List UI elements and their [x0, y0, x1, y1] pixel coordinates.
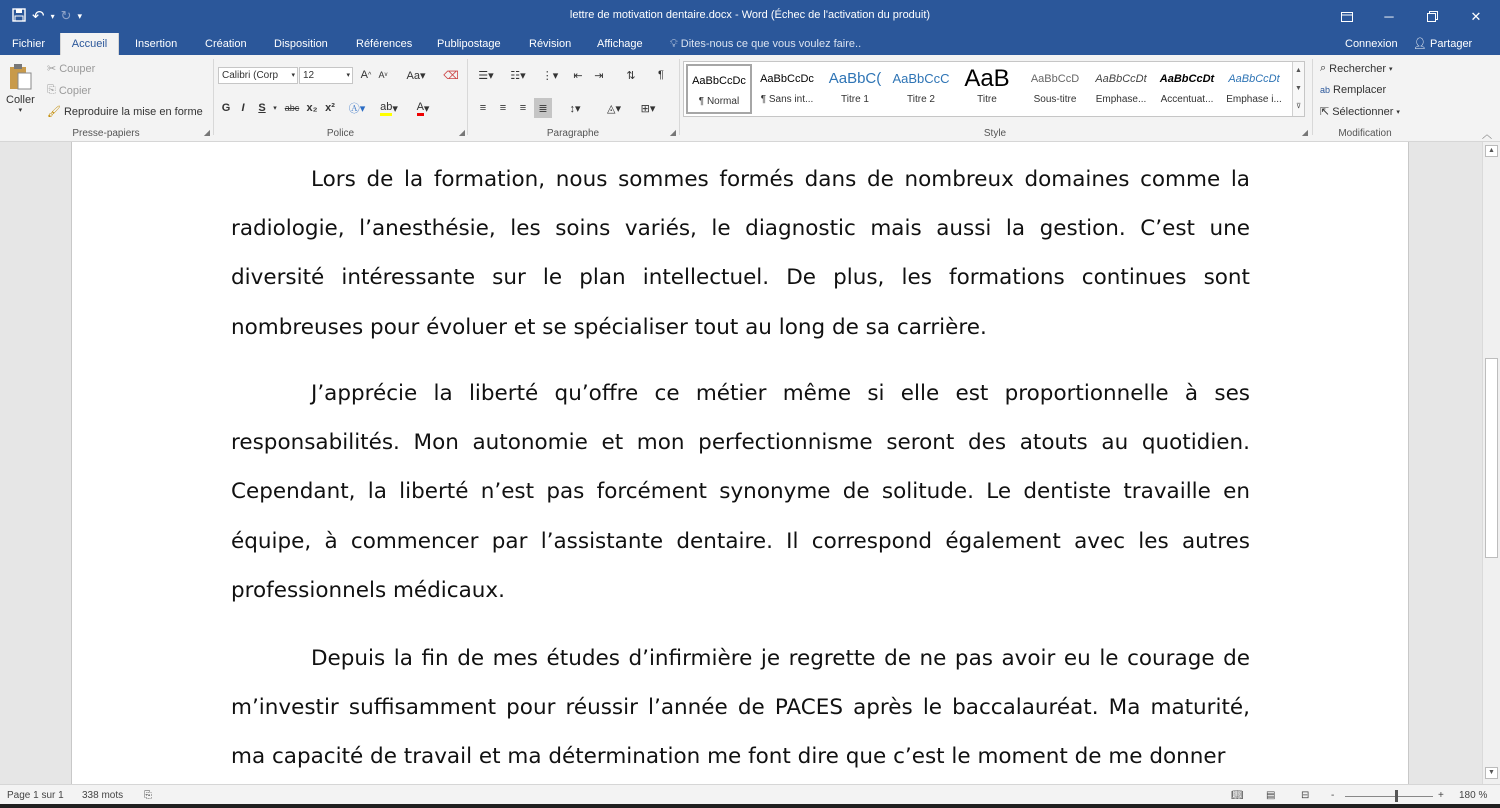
paragraph[interactable]: Depuis la fin de mes études d’infirmière je regrette de ne pas avoir eu le courage de m’investir suffisamment pour réussir l’année de PACES après le baccalauréat. Ma maturité, ma capacité de travail et ma détermination me font dire que c’est le moment de me donner — [231, 646, 1250, 770]
paragraph[interactable]: J’apprécie la liberté qu’offre ce métier même si elle est proportionnelle à ses responsabilités. Mon autonomie et mon perfectionnisme seront des atouts au quotidien. Cependant, la liberté n’est pas forcément synonyme de solitude. Le dentiste travaille en équipe, à commencer par l’assistante dentaire. Il correspond également avec les autres professionnels médicaux. — [231, 381, 1250, 603]
group-editing — [1313, 59, 1417, 141]
editing-group-label: Modification — [1338, 128, 1392, 139]
tab-creation[interactable]: Création — [205, 38, 247, 50]
paragraph-launcher-icon[interactable]: ◢ — [669, 128, 676, 137]
tab-references[interactable]: Références — [356, 38, 413, 50]
taskbar-edge — [0, 804, 1500, 808]
replace-label: Remplacer — [1333, 84, 1387, 96]
scroll-thumb[interactable] — [1485, 358, 1498, 558]
align-center-icon[interactable]: ≡ — [499, 102, 507, 114]
superscript-button[interactable]: x² — [325, 102, 335, 114]
select-dropdown-icon: ▾ — [1396, 108, 1400, 116]
select-button[interactable] — [1320, 105, 1400, 118]
replace-button[interactable] — [1320, 84, 1386, 96]
close-icon[interactable]: ✕ — [1470, 8, 1482, 24]
bold-button[interactable]: G — [221, 102, 231, 114]
gallery-more-icon[interactable]: ⊽ — [1295, 103, 1302, 110]
word-count[interactable]: 338 mots — [82, 790, 124, 801]
tab-affichage[interactable]: Affichage — [597, 38, 643, 50]
window-title: lettre de motivation dentaire.docx - Word (Échec de l'activation du produit) — [569, 9, 931, 21]
search-icon: ⌕ — [1320, 62, 1327, 74]
highlight-color-icon[interactable]: ab ▾ — [380, 100, 398, 115]
scroll-down-icon[interactable]: ▼ — [1485, 767, 1498, 779]
sort-icon[interactable]: ⇅ — [626, 69, 636, 82]
borders-icon[interactable]: ⊞▾ — [640, 102, 656, 115]
style-preview: AaBbCcDt — [1095, 73, 1147, 85]
numbering-icon[interactable]: ☷▾ — [510, 69, 526, 82]
multilevel-list-icon[interactable]: ⋮▾ — [541, 69, 559, 82]
copy-button[interactable] — [47, 84, 91, 97]
style-name: ¶ Sans int... — [760, 94, 814, 105]
restore-icon[interactable] — [1410, 0, 1454, 33]
align-right-icon[interactable]: ≡ — [519, 102, 527, 114]
justify-icon[interactable]: ≣ — [534, 98, 552, 118]
print-layout-icon[interactable]: ▤ — [1266, 790, 1276, 801]
strikethrough-button[interactable]: abc — [284, 103, 300, 113]
font-size-dropdown-icon: ▾ — [346, 72, 350, 79]
style-name: Emphase i... — [1226, 94, 1282, 105]
change-case-icon[interactable]: Aa▾ — [406, 69, 426, 82]
format-painter-label: Reproduire la mise en forme — [63, 105, 203, 118]
font-size-combo[interactable] — [299, 67, 353, 84]
tab-fichier[interactable]: Fichier — [12, 38, 46, 50]
clear-formatting-icon[interactable]: ⌫ — [443, 69, 459, 82]
zoom-level[interactable]: 180 % — [1459, 790, 1488, 801]
font-name-value: Calibri (Corp — [222, 70, 279, 81]
paintbrush-icon: 🖌︎ — [47, 106, 61, 118]
style-name: Titre 1 — [841, 94, 869, 105]
format-painter-button[interactable] — [47, 105, 203, 118]
bullets-icon[interactable]: ☰▾ — [478, 69, 494, 82]
undo-icon[interactable]: ↶ — [32, 8, 45, 25]
tab-publipostage[interactable]: Publipostage — [437, 38, 501, 50]
shrink-font-icon[interactable]: A v — [378, 70, 388, 80]
read-mode-icon[interactable]: 📖︎ — [1231, 790, 1244, 801]
tab-revision[interactable]: Révision — [529, 38, 572, 50]
style-preview: AaBbCcDt — [1228, 73, 1280, 85]
underline-dropdown-icon[interactable]: ▾ — [273, 105, 277, 112]
group-font — [214, 59, 467, 141]
select-label: Sélectionner — [1332, 105, 1394, 118]
signin-link[interactable]: Connexion — [1345, 38, 1398, 50]
vertical-scrollbar[interactable] — [1482, 142, 1500, 784]
style-preview: AaB — [964, 65, 1010, 92]
redo-icon[interactable]: ↻ — [60, 8, 72, 23]
find-button[interactable] — [1320, 62, 1393, 75]
scroll-up-icon[interactable]: ▲ — [1485, 145, 1498, 157]
tab-disposition[interactable]: Disposition — [274, 38, 328, 50]
proofing-icon[interactable]: ⎘ — [144, 790, 152, 801]
lightbulb-icon: 💡︎ — [670, 38, 678, 50]
style-preview: AaBbCcDt — [1159, 73, 1215, 85]
increase-indent-icon[interactable]: ⇥ — [594, 69, 604, 82]
show-marks-icon[interactable]: ¶ — [658, 69, 664, 81]
find-dropdown-icon: ▾ — [1389, 65, 1393, 73]
style-preview: AaBbCcD — [1030, 73, 1080, 85]
font-group-label: Police — [326, 128, 355, 139]
style-name: Titre — [977, 94, 997, 105]
tell-me-text: Dites-nous ce que vous voulez faire.. — [680, 38, 862, 50]
ribbon — [0, 55, 1500, 142]
cut-label: Couper — [59, 62, 96, 75]
ribbon-tabs — [0, 33, 1500, 55]
style-preview: AaBbCcDc — [692, 75, 746, 87]
group-clipboard — [0, 59, 212, 141]
undo-dropdown-icon[interactable]: ▾ — [50, 11, 55, 21]
zoom-in-button[interactable]: + — [1438, 790, 1444, 801]
share-button[interactable] — [1413, 33, 1472, 55]
text-effects-icon[interactable]: Ⓐ▾ — [348, 103, 366, 115]
tab-insertion[interactable]: Insertion — [135, 38, 178, 50]
share-label: Partager — [1430, 38, 1473, 50]
document-area — [0, 142, 1482, 784]
tab-accueil[interactable]: Accueil — [60, 33, 119, 55]
line-spacing-icon[interactable]: ↕▾ — [569, 102, 581, 115]
style-name: Accentuat... — [1160, 94, 1214, 105]
ribbon-display-options-icon[interactable] — [1325, 0, 1369, 33]
style-preview: AaBbCcC — [892, 71, 950, 86]
font-size-value: 12 — [303, 70, 315, 81]
find-label: Rechercher — [1329, 62, 1387, 75]
align-left-icon[interactable]: ≡ — [479, 102, 487, 114]
zoom-slider[interactable] — [1345, 796, 1433, 797]
paste-label: Coller — [6, 94, 35, 106]
style-name: Emphase... — [1095, 94, 1147, 105]
paragraph-group-label: Paragraphe — [546, 128, 600, 139]
italic-button[interactable]: I — [241, 102, 245, 114]
replace-icon: ab — [1320, 85, 1331, 95]
copy-label: Copier — [58, 84, 92, 97]
paste-dropdown-icon[interactable]: ▾ — [18, 107, 23, 114]
grow-font-icon[interactable]: A ^ — [360, 69, 372, 81]
style-name: Titre 2 — [907, 94, 935, 105]
font-color-icon[interactable]: A ▾ — [416, 100, 430, 115]
paragraph[interactable]: Lors de la formation, nous sommes formés dans de nombreux domaines comme la radiologie, l’anesthésie, les soins variés, le diagnostic mais aussi la gestion. C’est une diversité intéressante sur le plan intellectuel. De plus, les formations continues sont nombreuses pour évoluer et se spécialiser tout au long de sa carrière. — [231, 167, 1250, 340]
tell-me-box[interactable] — [670, 33, 861, 55]
person-icon: 👤︎ — [1413, 38, 1427, 50]
cut-button[interactable] — [47, 62, 95, 75]
clipboard-group-label: Presse-papiers — [72, 128, 140, 139]
underline-button[interactable]: S — [258, 102, 266, 114]
subscript-button[interactable]: x₂ — [306, 102, 318, 114]
style-preview: AaBbCcDc — [760, 73, 814, 85]
style-name: ¶ Normal — [698, 96, 740, 107]
document-page[interactable] — [71, 142, 1409, 784]
zoom-slider-thumb[interactable] — [1395, 790, 1398, 802]
decrease-indent-icon[interactable]: ⇤ — [573, 69, 583, 82]
font-name-combo[interactable] — [218, 67, 298, 84]
page-count[interactable]: Page 1 sur 1 — [7, 790, 64, 801]
customize-qat-icon[interactable]: ▾ — [77, 10, 83, 21]
copy-icon: ⎘ — [47, 84, 56, 96]
shading-icon[interactable]: ◬▾ — [607, 102, 621, 115]
cursor-icon: ⇱ — [1320, 106, 1330, 118]
web-layout-icon[interactable]: ⊟ — [1301, 790, 1310, 801]
font-launcher-icon[interactable]: ◢ — [458, 128, 465, 137]
styles-launcher-icon[interactable]: ◢ — [1301, 128, 1308, 137]
scissors-icon: ✂ — [47, 63, 57, 75]
style-preview: AaBbC( — [828, 70, 882, 87]
zoom-out-button[interactable]: - — [1331, 790, 1335, 801]
minimize-icon[interactable]: ─ — [1384, 9, 1394, 24]
title-bar — [0, 0, 1500, 33]
clipboard-launcher-icon[interactable]: ◢ — [203, 128, 210, 137]
clipboard-icon — [8, 63, 32, 94]
style-name: Sous-titre — [1033, 94, 1077, 105]
font-name-dropdown-icon: ▾ — [291, 72, 295, 79]
paste-button[interactable] — [6, 63, 35, 114]
styles-group-label: Style — [983, 128, 1007, 139]
collapse-ribbon-icon[interactable]: ︿ — [1482, 130, 1492, 141]
gallery-up-icon[interactable]: ▲ — [1295, 67, 1302, 74]
group-styles — [680, 59, 1310, 141]
gallery-down-icon[interactable]: ▼ — [1295, 85, 1302, 92]
group-paragraph — [468, 59, 678, 141]
